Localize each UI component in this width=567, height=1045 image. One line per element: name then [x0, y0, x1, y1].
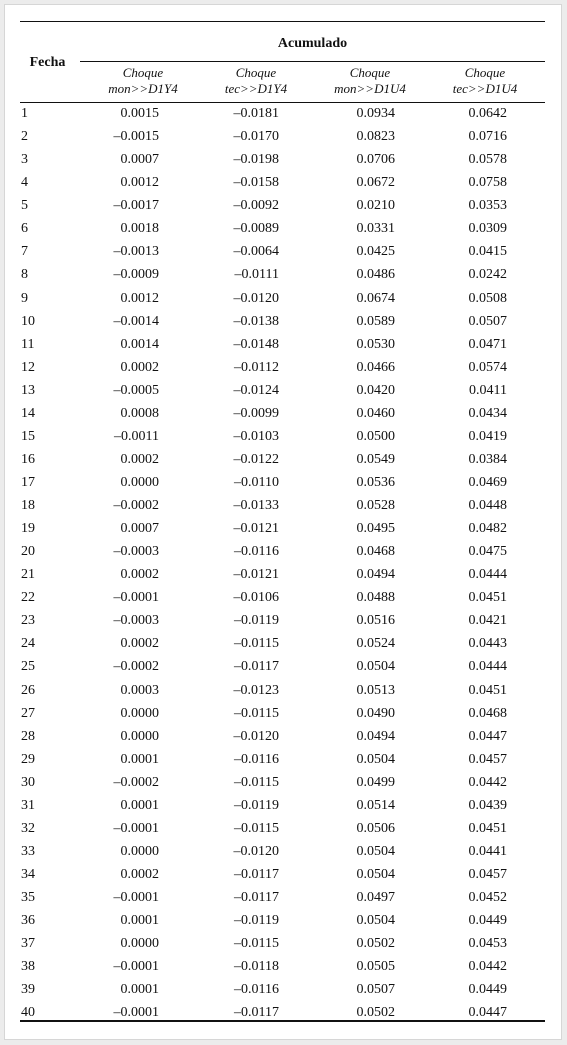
table-cell: 0.0486: [356, 267, 395, 283]
table-row: [5, 725, 563, 748]
table-row: [5, 886, 563, 909]
table-cell: 0.0488: [356, 590, 395, 606]
table-cell: 0.0447: [468, 728, 507, 744]
table-cell: –0.0138: [233, 313, 279, 329]
table-row: [5, 748, 563, 771]
table-cell: 0.0468: [468, 705, 507, 721]
table-cell: 0.0012: [120, 290, 159, 306]
column-header-4: [430, 65, 540, 97]
table-cell: 0.0444: [468, 659, 507, 675]
table-cell: 0.0469: [468, 475, 507, 490]
table-cell: 0.0758: [468, 175, 507, 191]
table-cell: –0.0002: [113, 659, 159, 675]
table-cell: 0.0425: [356, 244, 395, 260]
table-cell: –0.0122: [233, 451, 279, 467]
table-cell: 0.0411: [469, 382, 507, 398]
bottom-rule: [20, 1020, 545, 1022]
table-row: [5, 840, 563, 863]
table-row: [5, 540, 563, 563]
table-cell: 0.0008: [120, 405, 159, 421]
table-cell: 0.0514: [356, 797, 395, 813]
table-cell: –0.0119: [234, 797, 279, 813]
table-cell: 0.0002: [120, 636, 159, 652]
top-rule: [20, 21, 545, 22]
table-cell: 0.0434: [468, 405, 507, 421]
table-cell: 0.0331: [356, 221, 395, 237]
table-cell: 0.0934: [356, 106, 395, 121]
table-cell: –0.0103: [233, 428, 279, 444]
table-cell: 0.0447: [468, 1005, 507, 1021]
table-cell: 0.0001: [120, 751, 159, 767]
row-fecha-cell: 12: [21, 359, 35, 375]
table-cell: –0.0089: [233, 221, 279, 237]
table-cell: 0.0000: [120, 728, 159, 744]
table-cell: 0.0642: [468, 106, 507, 121]
row-fecha-cell: 38: [21, 959, 35, 975]
table-cell: –0.0117: [234, 867, 279, 882]
row-fecha-cell: 34: [21, 867, 35, 882]
row-fecha-cell: 26: [21, 682, 35, 698]
table-cell: 0.0003: [120, 682, 159, 698]
table-cell: –0.0117: [234, 1005, 279, 1021]
table-cell: 0.0002: [120, 359, 159, 375]
row-fecha-cell: 20: [21, 544, 35, 560]
table-cell: 0.0468: [356, 544, 395, 560]
table-cell: –0.0115: [234, 636, 279, 652]
table-cell: 0.0210: [356, 198, 395, 214]
table-cell: 0.0502: [356, 1005, 395, 1021]
table-cell: 0.0500: [356, 428, 395, 444]
table-row: [5, 102, 563, 125]
table-cell: –0.0148: [233, 336, 279, 352]
table-cell: 0.0442: [468, 959, 507, 975]
table-row: [5, 494, 563, 517]
table-cell: 0.0578: [468, 152, 507, 168]
column-header-1-line2: mon>>D1Y4: [108, 81, 178, 96]
row-fecha-cell: 13: [21, 382, 35, 398]
table-cell: 0.0421: [468, 613, 507, 629]
table-cell: –0.0115: [234, 705, 279, 721]
table-cell: –0.0002: [113, 498, 159, 513]
table-cell: 0.0502: [356, 936, 395, 952]
table-cell: 0.0490: [356, 705, 395, 721]
table-row: [5, 333, 563, 356]
table-cell: 0.0001: [120, 982, 159, 998]
table-row: [5, 310, 563, 333]
row-fecha-cell: 21: [21, 567, 35, 583]
table-cell: 0.0449: [468, 913, 507, 929]
table-cell: –0.0015: [113, 129, 159, 145]
table-row: [5, 287, 563, 310]
row-fecha-cell: 39: [21, 982, 35, 998]
table-cell: 0.0000: [120, 475, 159, 490]
table-cell: 0.0506: [356, 820, 395, 836]
row-fecha-cell: 22: [21, 590, 35, 606]
table-cell: 0.0457: [468, 751, 507, 767]
row-fecha-cell: 15: [21, 428, 35, 444]
table-row: [5, 217, 563, 240]
row-fecha-cell: 28: [21, 728, 35, 744]
column-header-3: [315, 65, 425, 97]
table-cell: –0.0099: [233, 405, 279, 421]
table-cell: –0.0011: [114, 428, 159, 444]
table-cell: 0.0018: [120, 221, 159, 237]
table-row: [5, 125, 563, 148]
table-cell: 0.0444: [468, 567, 507, 583]
row-fecha-cell: 4: [21, 175, 28, 191]
column-header-1-line1: Choque: [122, 65, 164, 80]
column-header-3-line2: mon>>D1U4: [334, 81, 406, 96]
table-cell: 0.0012: [120, 175, 159, 191]
table-cell: 0.0507: [468, 313, 507, 329]
table-cell: –0.0014: [113, 313, 159, 329]
table-cell: –0.0124: [233, 382, 279, 398]
group-rule: [80, 61, 545, 62]
table-cell: –0.0115: [234, 774, 279, 790]
row-fecha-cell: 18: [21, 498, 35, 513]
table-cell: 0.0549: [356, 451, 395, 467]
table-cell: 0.0443: [468, 636, 507, 652]
table-cell: –0.0005: [113, 382, 159, 398]
column-header-2-line1: Choque: [235, 65, 277, 80]
table-row: [5, 425, 563, 448]
table-cell: –0.0001: [113, 820, 159, 836]
table-cell: 0.0674: [356, 290, 395, 306]
table-cell: –0.0120: [233, 843, 279, 859]
table-cell: 0.0015: [120, 106, 159, 121]
table-cell: 0.0002: [120, 567, 159, 583]
table-cell: 0.0014: [120, 336, 159, 352]
table-row: [5, 955, 563, 978]
table-cell: 0.0513: [356, 682, 395, 698]
table-cell: –0.0117: [234, 890, 279, 905]
row-fecha-cell: 40: [21, 1005, 35, 1021]
table-cell: 0.0508: [468, 290, 507, 306]
column-header-1: [88, 65, 198, 97]
column-header-4-line2: tec>>D1U4: [452, 81, 518, 96]
table-cell: 0.0495: [356, 521, 395, 537]
table-cell: 0.0457: [468, 867, 507, 882]
row-fecha-cell: 24: [21, 636, 35, 652]
table-cell: –0.0119: [234, 913, 279, 929]
table-cell: –0.0001: [113, 590, 159, 606]
table-cell: –0.0115: [234, 936, 279, 952]
table-cell: –0.0017: [113, 198, 159, 214]
column-header-4-line1: Choque: [464, 65, 506, 80]
table-cell: –0.0110: [234, 475, 279, 490]
table-cell: 0.0471: [468, 336, 507, 352]
table-cell: –0.0133: [233, 498, 279, 513]
row-fecha-cell: 6: [21, 221, 28, 237]
table-cell: 0.0000: [120, 936, 159, 952]
table-cell: 0.0000: [120, 705, 159, 721]
table-cell: –0.0181: [233, 106, 279, 121]
row-fecha-cell: 29: [21, 751, 35, 767]
table-row: [5, 471, 563, 494]
table-row: [5, 171, 563, 194]
table-cell: 0.0706: [356, 152, 395, 168]
row-fecha-cell: 27: [21, 705, 35, 721]
table-cell: 0.0002: [120, 867, 159, 882]
table-row: [5, 517, 563, 540]
table-cell: 0.0482: [468, 521, 507, 537]
table-cell: 0.0499: [356, 774, 395, 790]
table-row: [5, 402, 563, 425]
table-cell: 0.0516: [356, 613, 395, 629]
table-cell: –0.0121: [233, 567, 279, 583]
table-cell: –0.0123: [233, 682, 279, 698]
table-cell: 0.0672: [356, 175, 395, 191]
table-cell: –0.0115: [234, 820, 279, 836]
table-row: [5, 655, 563, 678]
table-cell: 0.0589: [356, 313, 395, 329]
table-row: [5, 794, 563, 817]
table-cell: 0.0309: [468, 221, 507, 237]
table-cell: 0.0451: [468, 682, 507, 698]
row-fecha-cell: 23: [21, 613, 35, 629]
table-cell: 0.0453: [468, 936, 507, 952]
row-fecha-cell: 37: [21, 936, 35, 952]
table-cell: –0.0002: [113, 774, 159, 790]
table-cell: –0.0198: [233, 152, 279, 168]
table-row: [5, 771, 563, 794]
table-cell: 0.0460: [356, 405, 395, 421]
table-cell: –0.0120: [233, 290, 279, 306]
table-cell: 0.0528: [356, 498, 395, 513]
table-cell: 0.0384: [468, 451, 507, 467]
row-fecha-cell: 9: [21, 290, 28, 306]
table-row: [5, 563, 563, 586]
table-cell: 0.0001: [120, 797, 159, 813]
table-cell: 0.0002: [120, 451, 159, 467]
row-fecha-cell: 31: [21, 797, 35, 813]
table-row: [5, 148, 563, 171]
table-cell: –0.0119: [234, 613, 279, 629]
table-cell: –0.0112: [234, 359, 279, 375]
table-cell: –0.0111: [234, 267, 279, 283]
table-cell: 0.0242: [468, 267, 507, 283]
table-cell: –0.0003: [113, 613, 159, 629]
table-cell: 0.0505: [356, 959, 395, 975]
row-fecha-cell: 8: [21, 267, 28, 283]
table-cell: 0.0524: [356, 636, 395, 652]
table-cell: 0.0448: [468, 498, 507, 513]
table-cell: –0.0121: [233, 521, 279, 537]
column-header-3-line1: Choque: [349, 65, 391, 80]
row-fecha-cell: 5: [21, 198, 28, 214]
table-cell: 0.0439: [468, 797, 507, 813]
table-row: [5, 356, 563, 379]
table-panel: [4, 4, 562, 1040]
table-cell: 0.0007: [120, 521, 159, 537]
row-fecha-cell: 35: [21, 890, 35, 905]
table-cell: –0.0117: [234, 659, 279, 675]
table-cell: –0.0170: [233, 129, 279, 145]
table-row: [5, 978, 563, 1001]
table-cell: 0.0007: [120, 152, 159, 168]
table-cell: –0.0158: [233, 175, 279, 191]
row-fecha-cell: 2: [21, 129, 28, 145]
table-cell: –0.0116: [234, 751, 279, 767]
row-fecha-cell: 7: [21, 244, 28, 260]
table-cell: 0.0716: [468, 129, 507, 145]
table-cell: –0.0013: [113, 244, 159, 260]
table-cell: –0.0001: [113, 959, 159, 975]
table-cell: 0.0530: [356, 336, 395, 352]
table-cell: –0.0118: [234, 959, 279, 975]
table-row: [5, 379, 563, 402]
table-row: [5, 263, 563, 286]
row-fecha-cell: 19: [21, 521, 35, 537]
table-row: [5, 586, 563, 609]
table-cell: 0.0419: [468, 428, 507, 444]
table-cell: –0.0001: [113, 890, 159, 905]
table-cell: –0.0003: [113, 544, 159, 560]
table-cell: –0.0106: [233, 590, 279, 606]
table-cell: –0.0116: [234, 544, 279, 560]
table-cell: –0.0092: [233, 198, 279, 214]
table-row: [5, 194, 563, 217]
table-cell: 0.0415: [468, 244, 507, 260]
column-header-2: [201, 65, 311, 97]
table-row: [5, 909, 563, 932]
table-cell: 0.0451: [468, 820, 507, 836]
table-cell: –0.0001: [113, 1005, 159, 1021]
table-row: [5, 817, 563, 840]
row-fecha-cell: 32: [21, 820, 35, 836]
table-cell: –0.0116: [234, 982, 279, 998]
table-cell: 0.0574: [468, 359, 507, 375]
table-row: [5, 702, 563, 725]
row-fecha-cell: 30: [21, 774, 35, 790]
table-cell: 0.0442: [468, 774, 507, 790]
table-cell: 0.0000: [120, 843, 159, 859]
row-fecha-cell: 10: [21, 313, 35, 329]
row-fecha-cell: 3: [21, 152, 28, 168]
row-fecha-cell: 33: [21, 843, 35, 859]
column-header-2-line2: tec>>D1Y4: [224, 81, 288, 96]
table-cell: 0.0504: [356, 913, 395, 929]
table-cell: 0.0536: [356, 475, 395, 490]
table-cell: 0.0420: [356, 382, 395, 398]
table-cell: 0.0507: [356, 982, 395, 998]
table-row: [5, 679, 563, 702]
table-cell: 0.0504: [356, 867, 395, 882]
row-fecha-cell: 1: [21, 106, 28, 121]
table-cell: 0.0494: [356, 567, 395, 583]
table-cell: –0.0120: [233, 728, 279, 744]
table-cell: 0.0504: [356, 843, 395, 859]
row-fecha-cell: 36: [21, 913, 35, 929]
table-cell: 0.0497: [356, 890, 395, 905]
table-cell: 0.0001: [120, 913, 159, 929]
table-cell: 0.0504: [356, 751, 395, 767]
table-row: [5, 632, 563, 655]
table-row: [5, 609, 563, 632]
row-fecha-cell: 14: [21, 405, 35, 421]
table-cell: 0.0494: [356, 728, 395, 744]
table-cell: 0.0823: [356, 129, 395, 145]
table-cell: –0.0064: [233, 244, 279, 260]
table-cell: 0.0353: [468, 198, 507, 214]
table-cell: 0.0504: [356, 659, 395, 675]
table-row: [5, 932, 563, 955]
row-fecha-cell: 17: [21, 475, 35, 490]
table-cell: 0.0475: [468, 544, 507, 560]
row-fecha-cell: 11: [21, 336, 35, 352]
table-row: [5, 448, 563, 471]
row-fecha-cell: 16: [21, 451, 35, 467]
table-cell: 0.0441: [468, 843, 507, 859]
row-header: Fecha: [29, 55, 66, 70]
table-row: [5, 863, 563, 886]
table-cell: 0.0451: [468, 590, 507, 606]
table-cell: 0.0449: [468, 982, 507, 998]
table-cell: –0.0009: [113, 267, 159, 283]
group-header: Acumulado: [277, 36, 348, 51]
table-cell: 0.0452: [468, 890, 507, 905]
row-fecha-cell: 25: [21, 659, 35, 675]
table-cell: 0.0466: [356, 359, 395, 375]
table-row: [5, 240, 563, 263]
